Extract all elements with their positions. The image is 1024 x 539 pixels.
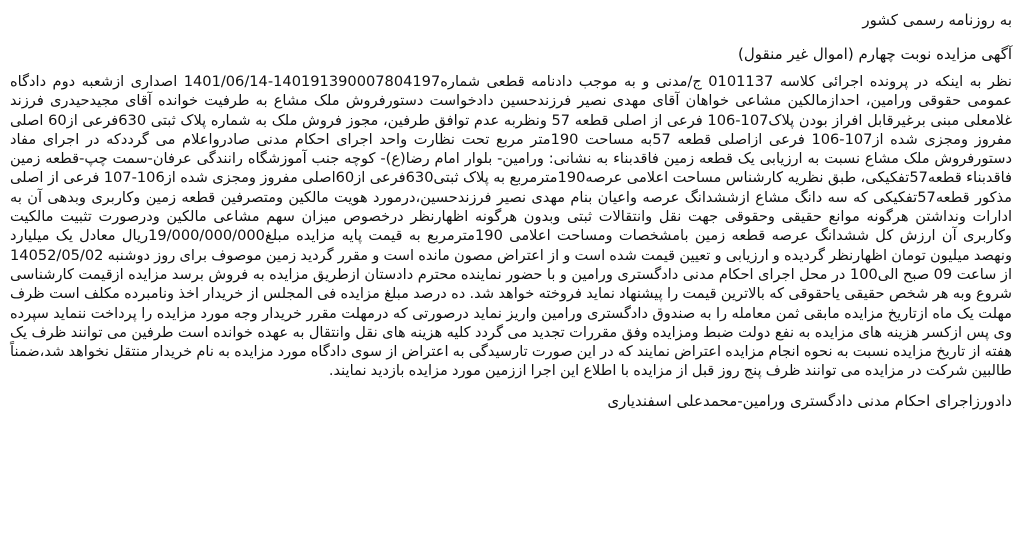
publication-line: به روزنامه رسمی کشور — [862, 11, 1012, 29]
signature-line: دادورزاجرای احکام مدنی دادگستری ورامین-محمدعلی اسفندیاری — [607, 391, 1012, 410]
notice-title: آگهی مزایده نوبت چهارم (اموال غیر منقول) — [738, 45, 1012, 63]
notice-body: نظر به اینکه در پرونده اجرائی کلاسه 0101137 ج/مدنی و به موجب دادنامه قطعی شماره140191390007804197-1401/06/14 اصداری ازشعبه دوم دادگاه عمومی حقوقی ورامین، احدازمالکین مشاعی خواهان آقای مهدی نصیر فرزندحسین دادخواست دستورفروش ملک مشاع به طرفیت خوانده آقای مجیدحیدری فرزند غلامعلی مبنی برغیرقابل افراز بودن پلاک107-106 فرعی از اصلی قطعه 57 ونظربه عدم توافق طرفین، مجوز فروش ملک به شماره پلاک ثبتی 630فرعی از60 اصلی مفروز ومجزی شده از107-106 فرعی ازاصلی قطعه 57به مساحت 190متر مربع تحت نظارت واحد اجرای احکام مدنی صادرواعلام می گرددکه در اجرای مفاد دستورفروش ملک مشاع نسبت به ارزیابی یک قطعه زمین فاقدبناء به نشانی: ورامین- بلوار امام رضا(ع)- کوچه جنب آموزشگاه رانندگی عرفان-سمت چپ-قطعه زمین فاقدبناء قطعه57تفکیکی، طبق نظریه کارشناس مساحت اعلامی عرصه190مترمربع به پلاک ثبتی630فرعی از60اصلی مفروز ومجزی شده از106-107 فرعی از اصلی مذکور قطعه57تفکیکی که سه دانگ مشاع ازششدانگ عرصه واعیان بنام مهدی نصیر فرزندحسین،درمورد هویت مالکین ومتصرفین قطعه زمین وکاربری وبدهی آن به ادارات ونداشتن هرگونه موانع حقیقی وحقوقی جهت نقل وانتقالات ثبتی وبدون هرگونه اظهارنظر درخصوص میزان سهم مشاعی مالکین ودرصورت تثبیت مالکیت وکاربری آن ارزش کل ششدانگ عرصه قطعه زمین بامشخصات ومساحت اعلامی 190مترمربع به قیمت پایه مزایده مبلغ19/000/000/000ریال معادل یک میلیارد ونهصد میلیون تومان اظهارنظر گردیده و ارزیابی و تعیین قیمت شده است و از اعتراض مصون مانده است و مقرر گردید زمین موصوف برای روز دوشنبه 14052/05/02 از ساعت 09 صبح الی100 در محل اجرای احکام مدنی دادگستری ورامین و با حضور نماینده محترم دادستان ازطریق مزایده به فروش برسد مزایده ازقیمت کارشناسی شروع وبه هر شخص حقیقی یاحقوقی که بالاترین قیمت را پیشنهاد نماید فروخته خواهد شد. ده درصد مبلغ مزایده فی المجلس از خریدار اخذ ونامبرده مکلف است ظرف مهلت یک ماه ازتاریخ مزایده مابقی ثمن معامله را به صندوق دادگستری ورامین واریز نماید درصورتی که درمهلت مقرر خریدار وجه مورد مزایده را پرداخت ننماید سپرده وی پس ازکسر هزینه های مزایده به نفع دولت ضبط ومزایده وفق مقررات تجدید می گردد کلیه هزینه های نقل وانتقال به عهده خوانده است طرفین می توانند ظرف یک هفته از تاریخ مزایده نسبت به نحوه انجام مزایده اعتراض نمایند که در این صورت تارسیدگی به اعتراض از سوی دادگاه مورد مزایده به نام خریدار منتقل نخواهد شد،ضمناً طالبین شرکت در مزایده می توانند ظرف پنج روز قبل از مزایده با اطلاع این اجرا اززمین مورد مزایده بازدید نمایند. — [10, 73, 1013, 380]
